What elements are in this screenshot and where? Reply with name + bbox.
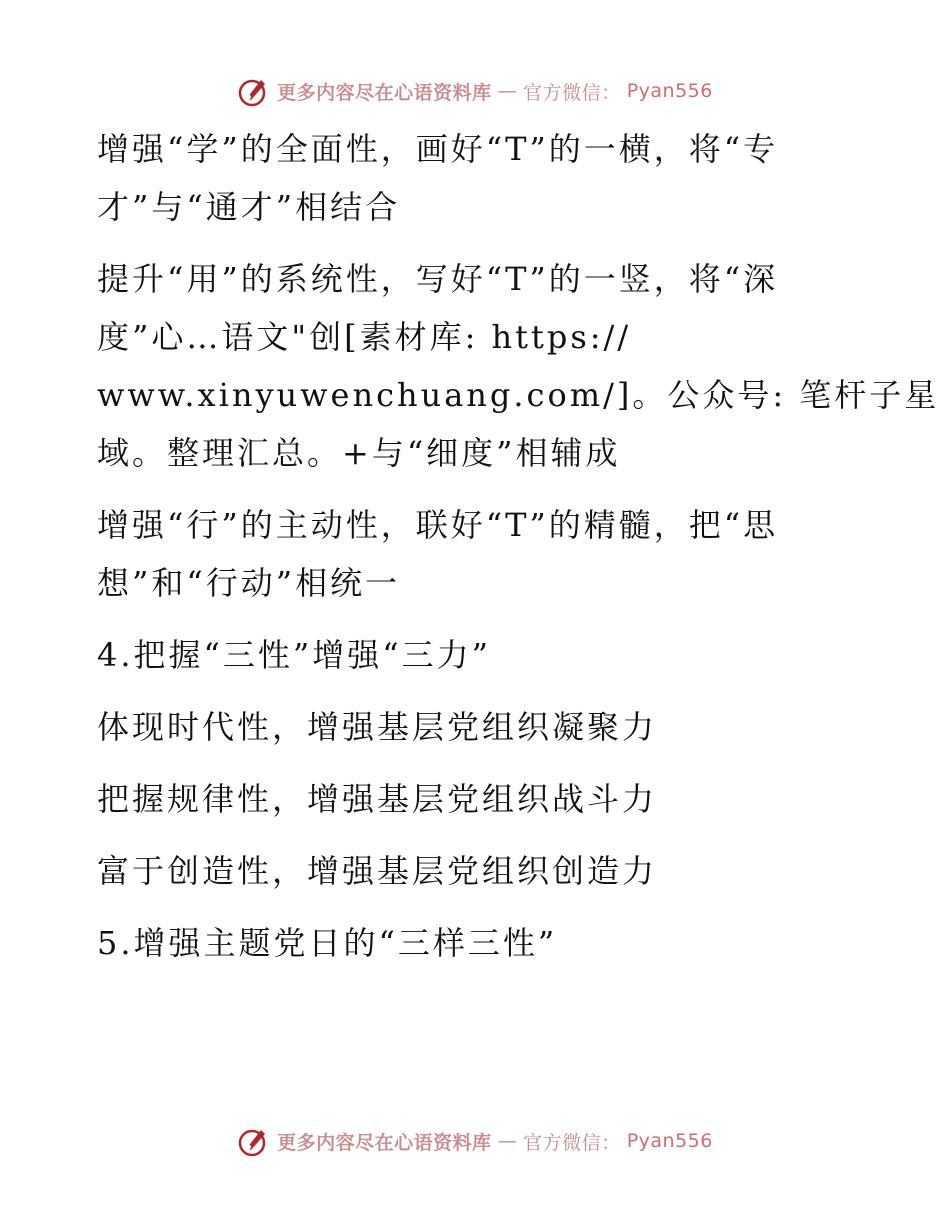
text-line: 体现时代性，增强基层党组织凝聚力: [97, 708, 658, 746]
text-line: 想”和“行动”相统一: [97, 564, 401, 602]
banner-wechat-id: Pyan556: [626, 80, 713, 102]
paragraph-learning: [97, 120, 857, 236]
heading-theme-party-day: [97, 914, 857, 972]
text-line: 域。整理汇总。+与“细度”相辅成: [97, 434, 621, 472]
text-line: 把握规律性，增强基层党组织战斗力: [97, 780, 658, 818]
banner-main-text: 更多内容尽在心语资料库: [277, 1131, 492, 1154]
paragraph-application: [97, 250, 940, 482]
text-line: 增强“行”的主动性，联好“T”的精髓，把“思: [97, 506, 779, 544]
text-line: 4.把握“三性”增强“三力”: [97, 636, 491, 674]
paragraph-cohesion: [97, 698, 857, 756]
pen-nib-logo-icon: [237, 1124, 271, 1158]
text-line: 增强“学”的全面性，画好“T”的一横，将“专: [97, 130, 779, 168]
text-line: 5.增强主题党日的“三样三性”: [97, 924, 558, 962]
text-line: 富于创造性，增强基层党组织创造力: [97, 852, 658, 890]
paragraph-creativity: [97, 842, 857, 900]
footer-watermark: [0, 1124, 950, 1158]
pen-nib-logo-icon: [237, 74, 271, 108]
banner-main-text: 更多内容尽在心语资料库: [277, 81, 492, 104]
header-watermark: [0, 74, 950, 108]
banner-separator: —: [497, 1130, 518, 1152]
paragraph-action: [97, 496, 857, 612]
banner-wechat-label: 官方微信：: [523, 81, 621, 104]
paragraph-combat: [97, 770, 857, 828]
banner-separator: —: [497, 80, 518, 102]
text-line: www.xinyuwenchuang.com/]。公众号: 笔杆子星: [97, 376, 940, 414]
text-line: 才”与“通才”相结合: [97, 188, 401, 226]
text-line: 度”心…语文"创[素材库: https://: [97, 318, 632, 356]
document-body: [97, 120, 940, 972]
banner-wechat-label: 官方微信：: [523, 1131, 621, 1154]
heading-three-characteristics: [97, 626, 857, 684]
text-line: 提升“用”的系统性，写好“T”的一竖，将“深: [97, 260, 779, 298]
banner-wechat-id: Pyan556: [626, 1130, 713, 1152]
